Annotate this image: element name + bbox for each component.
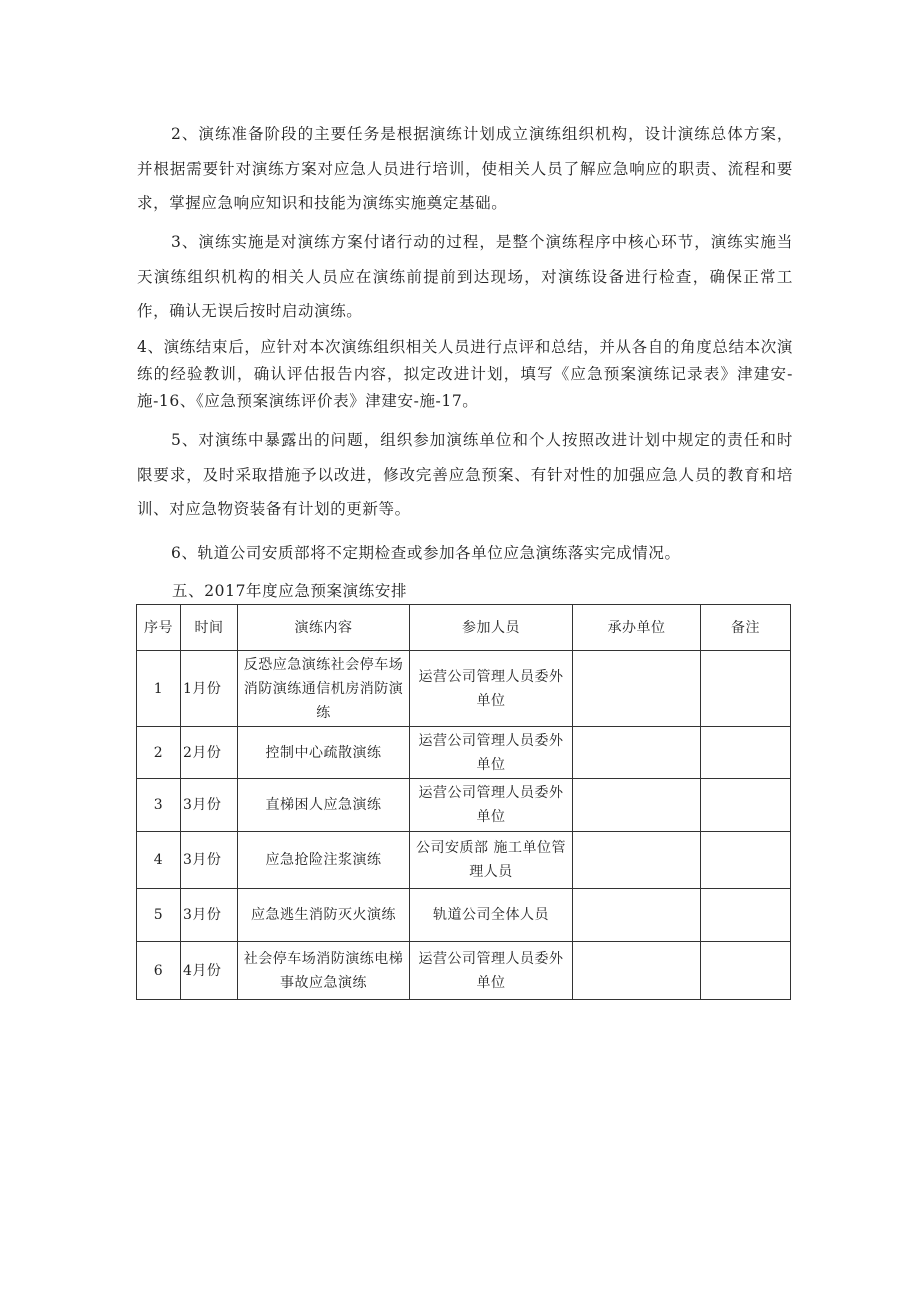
paragraph-4: 4、演练结束后，应针对本次演练组织相关人员进行点评和总结，并从各自的角度总结本次演练的经验教训，确认评估报告内容，拟定改进计划，填写《应急预案演练记录表》津建安-施-16、《应急预案演练评价表》津建安-施-17。 <box>137 338 793 410</box>
cell-note <box>701 651 791 727</box>
cell-content: 直梯困人应急演练 <box>238 779 410 832</box>
header-no: 序号 <box>137 605 181 651</box>
cell-no: 6 <box>137 942 181 1000</box>
cell-org <box>573 651 701 727</box>
table-row <box>137 832 791 889</box>
paragraph-5: 5、对演练中暴露出的问题，组织参加演练单位和个人按照改进计划中规定的责任和时限要求，及时采取措施予以改进，修改完善应急预案、有针对性的加强应急人员的教育和培训、对应急物资装备有计划的更新等。 <box>137 431 793 518</box>
cell-time: 4月份 <box>181 942 238 1000</box>
cell-org <box>573 727 701 779</box>
cell-content: 社会停车场消防演练电梯事故应急演练 <box>238 942 410 1000</box>
cell-org <box>573 889 701 942</box>
header-content: 演练内容 <box>238 605 410 651</box>
header-org: 承办单位 <box>573 605 701 651</box>
cell-note <box>701 779 791 832</box>
cell-no: 3 <box>137 779 181 832</box>
paragraph-2: 2、演练准备阶段的主要任务是根据演练计划成立演练组织机构，设计演练总体方案，并根据需要针对演练方案对应急人员进行培训，使相关人员了解应急响应的职责、流程和要求，掌握应急响应知识和技能为演练实施奠定基础。 <box>137 125 793 212</box>
paragraph-3: 3、演练实施是对演练方案付诸行动的过程，是整个演练程序中核心环节，演练实施当天演练组织机构的相关人员应在演练前提前到达现场，对演练设备进行检查，确保正常工作，确认无误后按时启动演练。 <box>137 233 793 320</box>
cell-time: 1月份 <box>181 651 238 727</box>
cell-people: 运营公司管理人员委外单位 <box>410 779 573 832</box>
cell-people: 运营公司管理人员委外单位 <box>410 942 573 1000</box>
cell-no: 4 <box>137 832 181 889</box>
cell-time: 3月份 <box>181 779 238 832</box>
cell-time: 3月份 <box>181 832 238 889</box>
cell-note <box>701 727 791 779</box>
table-row <box>137 779 791 832</box>
table-row <box>137 889 791 942</box>
cell-people: 公司安质部 施工单位管理人员 <box>410 832 573 889</box>
table-caption: 五、2017年度应急预案演练安排 <box>172 582 408 600</box>
cell-people: 运营公司管理人员委外单位 <box>410 651 573 727</box>
table-row <box>137 727 791 779</box>
cell-time: 2月份 <box>181 727 238 779</box>
header-time: 时间 <box>181 605 238 651</box>
drill-schedule-table <box>136 604 791 1000</box>
cell-content: 反恐应急演练社会停车场消防演练通信机房消防演练 <box>238 651 410 727</box>
header-note: 备注 <box>701 605 791 651</box>
cell-note <box>701 832 791 889</box>
cell-note <box>701 889 791 942</box>
cell-people: 运营公司管理人员委外单位 <box>410 727 573 779</box>
cell-people: 轨道公司全体人员 <box>410 889 573 942</box>
cell-org <box>573 942 701 1000</box>
cell-content: 应急逃生消防灭火演练 <box>238 889 410 942</box>
cell-note <box>701 942 791 1000</box>
cell-content: 应急抢险注浆演练 <box>238 832 410 889</box>
cell-no: 5 <box>137 889 181 942</box>
cell-time: 3月份 <box>181 889 238 942</box>
cell-content: 控制中心疏散演练 <box>238 727 410 779</box>
cell-no: 1 <box>137 651 181 727</box>
header-people: 参加人员 <box>410 605 573 651</box>
cell-org <box>573 779 701 832</box>
cell-no: 2 <box>137 727 181 779</box>
table-row <box>137 651 791 727</box>
paragraph-6: 6、轨道公司安质部将不定期检查或参加各单位应急演练落实完成情况。 <box>171 544 681 562</box>
cell-org <box>573 832 701 889</box>
table-header-row <box>137 605 791 651</box>
table-row <box>137 942 791 1000</box>
